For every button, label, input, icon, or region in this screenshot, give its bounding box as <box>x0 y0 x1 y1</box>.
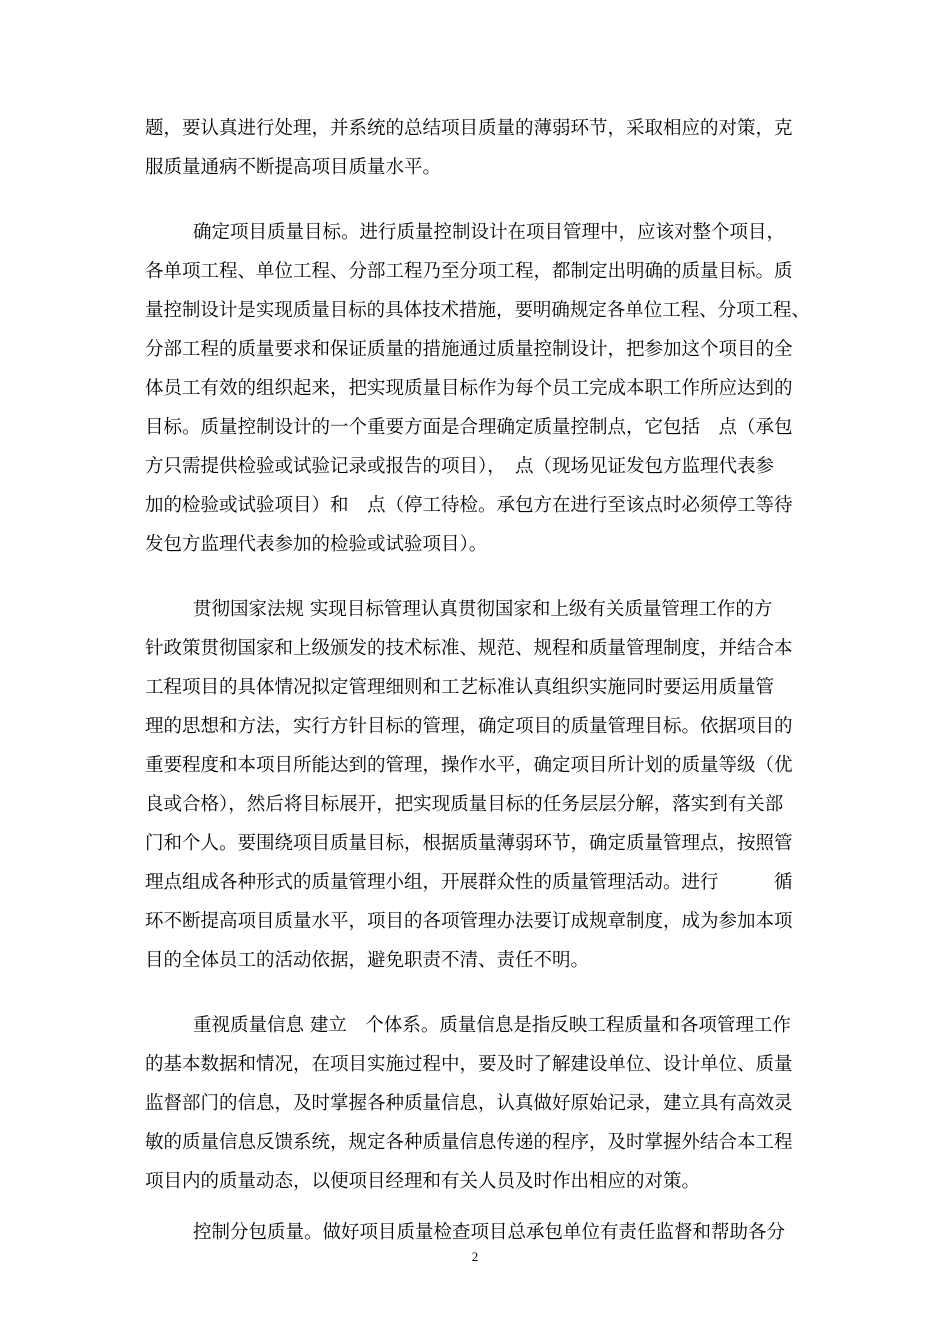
paragraph-4-line-5: 项目内的质量动态，以便项目经理和有关人员及时作出相应的对策。 <box>145 1171 701 1192</box>
paragraph-5-line-1: 控制分包质量。做好项目质量检查项目总承包单位有责任监督和帮助各分 <box>193 1222 786 1243</box>
paragraph-3-line-3: 工程项目的具体情况拟定管理细则和工艺标准认真组织实施同时要运用质量管 <box>145 677 775 698</box>
paragraph-3-line-10: 目的全体员工的活动依据，避免职责不清、责任不明。 <box>145 950 590 971</box>
paragraph-2-line-4: 分部工程的质量要求和保证质量的措施通过质量控制设计，把参加这个项目的全 <box>145 339 793 360</box>
paragraph-1-line-1: 题，要认真进行处理，并系统的总结项目质量的薄弱环节，采取相应的对策，克 <box>145 118 793 139</box>
paragraph-4-line-1: 重视质量信息 建立 个体系。质量信息是指反映工程质量和各项管理工作 <box>193 1015 791 1036</box>
paragraph-3-line-2: 针政策贯彻国家和上级颁发的技术标准、规范、规程和质量管理制度，并结合本 <box>145 638 793 659</box>
paragraph-2-line-6: 目标。质量控制设计的一个重要方面是合理确定质量控制点，它包括 点（承包 <box>145 417 793 438</box>
paragraph-3-line-6: 良或合格），然后将目标展开，把实现质量目标的任务层层分解，落实到有关部 <box>145 794 784 815</box>
paragraph-1-line-2: 服质量通病不断提高项目质量水平。 <box>145 157 442 178</box>
page-number: 2 <box>471 1249 479 1264</box>
paragraph-3-line-9: 环不断提高项目质量水平，项目的各项管理办法要订成规章制度，成为参加本项 <box>145 911 793 932</box>
paragraph-2-line-8: 加的检验或试验项目）和 点（停工待检。承包方在进行至该点时必须停工等待 <box>145 495 793 516</box>
paragraph-2-line-2: 各单项工程、单位工程、分部工程乃至分项工程，都制定出明确的质量目标。质 <box>145 261 793 282</box>
paragraph-2-line-1: 确定项目质量目标。进行质量控制设计在项目管理中，应该对整个项目， <box>193 222 786 243</box>
paragraph-2-line-9: 发包方监理代表参加的检验或试验项目）。 <box>145 534 488 555</box>
paragraph-4-line-3: 监督部门的信息，及时掌握各种质量信息，认真做好原始记录，建立具有高效灵 <box>145 1093 793 1114</box>
paragraph-3-line-1: 贯彻国家法规 实现目标管理认真贯彻国家和上级有关质量管理工作的方 <box>193 599 773 620</box>
paragraph-3-line-4: 理的思想和方法，实行方针目标的管理，确定项目的质量管理目标。依据项目的 <box>145 716 793 737</box>
paragraph-2-line-7: 方只需提供检验或试验记录或报告的项目）， 点（现场见证发包方监理代表参 <box>145 456 775 477</box>
paragraph-2-line-3: 量控制设计是实现质量目标的具体技术措施，要明确规定各单位工程、分项工程、 <box>145 300 811 321</box>
paragraph-2-line-5: 体员工有效的组织起来，把实现质量目标作为每个员工完成本职工作所应达到的 <box>145 378 793 399</box>
paragraph-4-line-2: 的基本数据和情况，在项目实施过程中，要及时了解建设单位、设计单位、质量 <box>145 1054 793 1075</box>
paragraph-3-line-7: 门和个人。要围绕项目质量目标，根据质量薄弱环节，确定质量管理点，按照管 <box>145 833 793 854</box>
paragraph-3-line-8: 理点组成各种形式的质量管理小组，开展群众性的质量管理活动。进行 循 <box>145 872 793 893</box>
paragraph-4-line-4: 敏的质量信息反馈系统，规定各种质量信息传递的程序，及时掌握外结合本工程 <box>145 1132 793 1153</box>
paragraph-3-line-5: 重要程度和本项目所能达到的管理，操作水平，确定项目所计划的质量等级（优 <box>145 755 793 776</box>
